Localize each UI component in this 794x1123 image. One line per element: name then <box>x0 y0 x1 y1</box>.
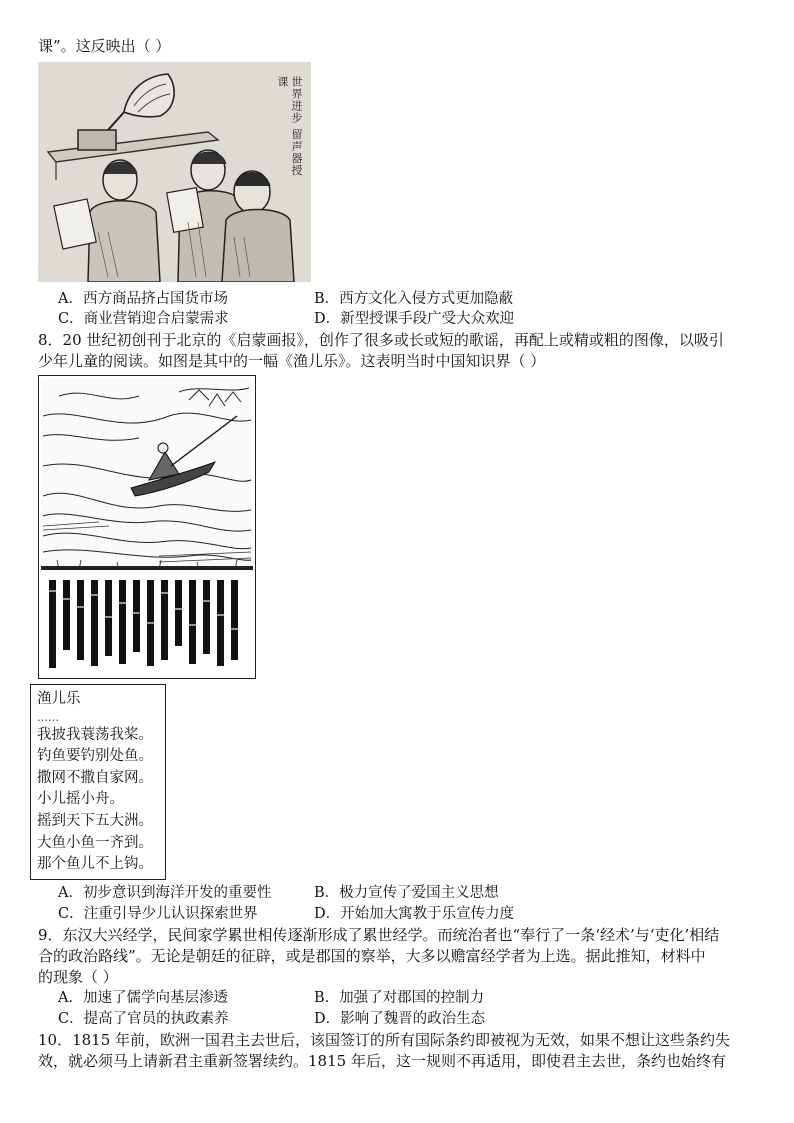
q8-option-c[interactable]: C．注重引导少儿认识探索世界 <box>58 906 258 922</box>
q9-option-a[interactable]: A．加速了儒学向基层渗透 <box>58 990 228 1006</box>
q9-stem-line-2: 合的政治路线”。无论是朝廷的征辟，或是郡国的察举，大多以赡富经学者为上选。据此推知，材料中 <box>38 947 706 965</box>
poem-line: 那个鱼儿不上钩。 <box>37 856 153 873</box>
q9-option-c[interactable]: C．提高了官员的执政素养 <box>58 1011 229 1027</box>
poem-line: 大鱼小鱼一齐到。 <box>37 834 153 851</box>
illustration-caption: 世界进步 留声器授课 <box>276 76 303 177</box>
q9-option-d[interactable]: D．影响了魏晋的政治生态 <box>314 1011 486 1027</box>
q7-stem-tail: 课”。这反映出（ ） <box>38 37 171 55</box>
q7-option-b[interactable]: B．西方文化入侵方式更加隐蔽 <box>314 291 514 307</box>
q7-option-c[interactable]: C．商业营销迎合启蒙需求 <box>58 311 229 327</box>
q8-option-a[interactable]: A．初步意识到海洋开发的重要性 <box>58 885 272 901</box>
q8-stem-line-2: 少年儿童的阅读。如图是其中的一幅《渔儿乐》。这表明当时中国知识界（ ） <box>38 352 546 370</box>
poem-ellipsis: …… <box>37 710 59 724</box>
q8-option-d[interactable]: D．开始加大寓教于乐宣传力度 <box>314 906 515 922</box>
fisher-boy-woodcut <box>38 375 256 679</box>
q9-stem-line-3: 的现象（ ） <box>38 968 118 986</box>
q8-stem-line-1: 8．20 世纪初创刊于北京的《启蒙画报》，创作了很多或长或短的歌谣，再配上或精或粗的图像，以吸引 <box>38 331 724 349</box>
poem-line: 钓鱼要钓别处鱼。 <box>37 748 153 765</box>
poem-line: 我披我蓑荡我桨。 <box>37 726 153 743</box>
q9-option-b[interactable]: B．加强了对郡国的控制力 <box>314 990 485 1006</box>
gramophone-lesson-illustration <box>38 62 311 282</box>
poem-box <box>30 684 166 880</box>
q8-option-b[interactable]: B．极力宣传了爱国主义思想 <box>314 885 499 901</box>
q7-option-d[interactable]: D．新型授课手段广受大众欢迎 <box>314 311 515 327</box>
poem-line: 摇到天下五大洲。 <box>37 812 153 829</box>
poem-line: 小儿摇小舟。 <box>37 791 124 808</box>
q9-stem-line-1: 9．东汉大兴经学，民间家学累世相传逐渐形成了累世经学。而统治者也“奉行了一条‘经术’与‘吏化’相结 <box>38 926 720 944</box>
q10-stem-line-1: 10．1815 年前，欧洲一国君主去世后，该国签订的所有国际条约即被视为无效，如果不想让这些条约失 <box>38 1031 731 1049</box>
poem-title: 渔儿乐 <box>37 691 81 707</box>
poem-line: 撒网不撒自家网。 <box>37 769 153 786</box>
q10-stem-line-2: 效，就必须马上请新君主重新签署续约。1815 年后，这一规则不再适用，即使君主去世，条约也始终有 <box>38 1052 726 1070</box>
q7-option-a[interactable]: A．西方商品挤占国货市场 <box>58 291 228 307</box>
